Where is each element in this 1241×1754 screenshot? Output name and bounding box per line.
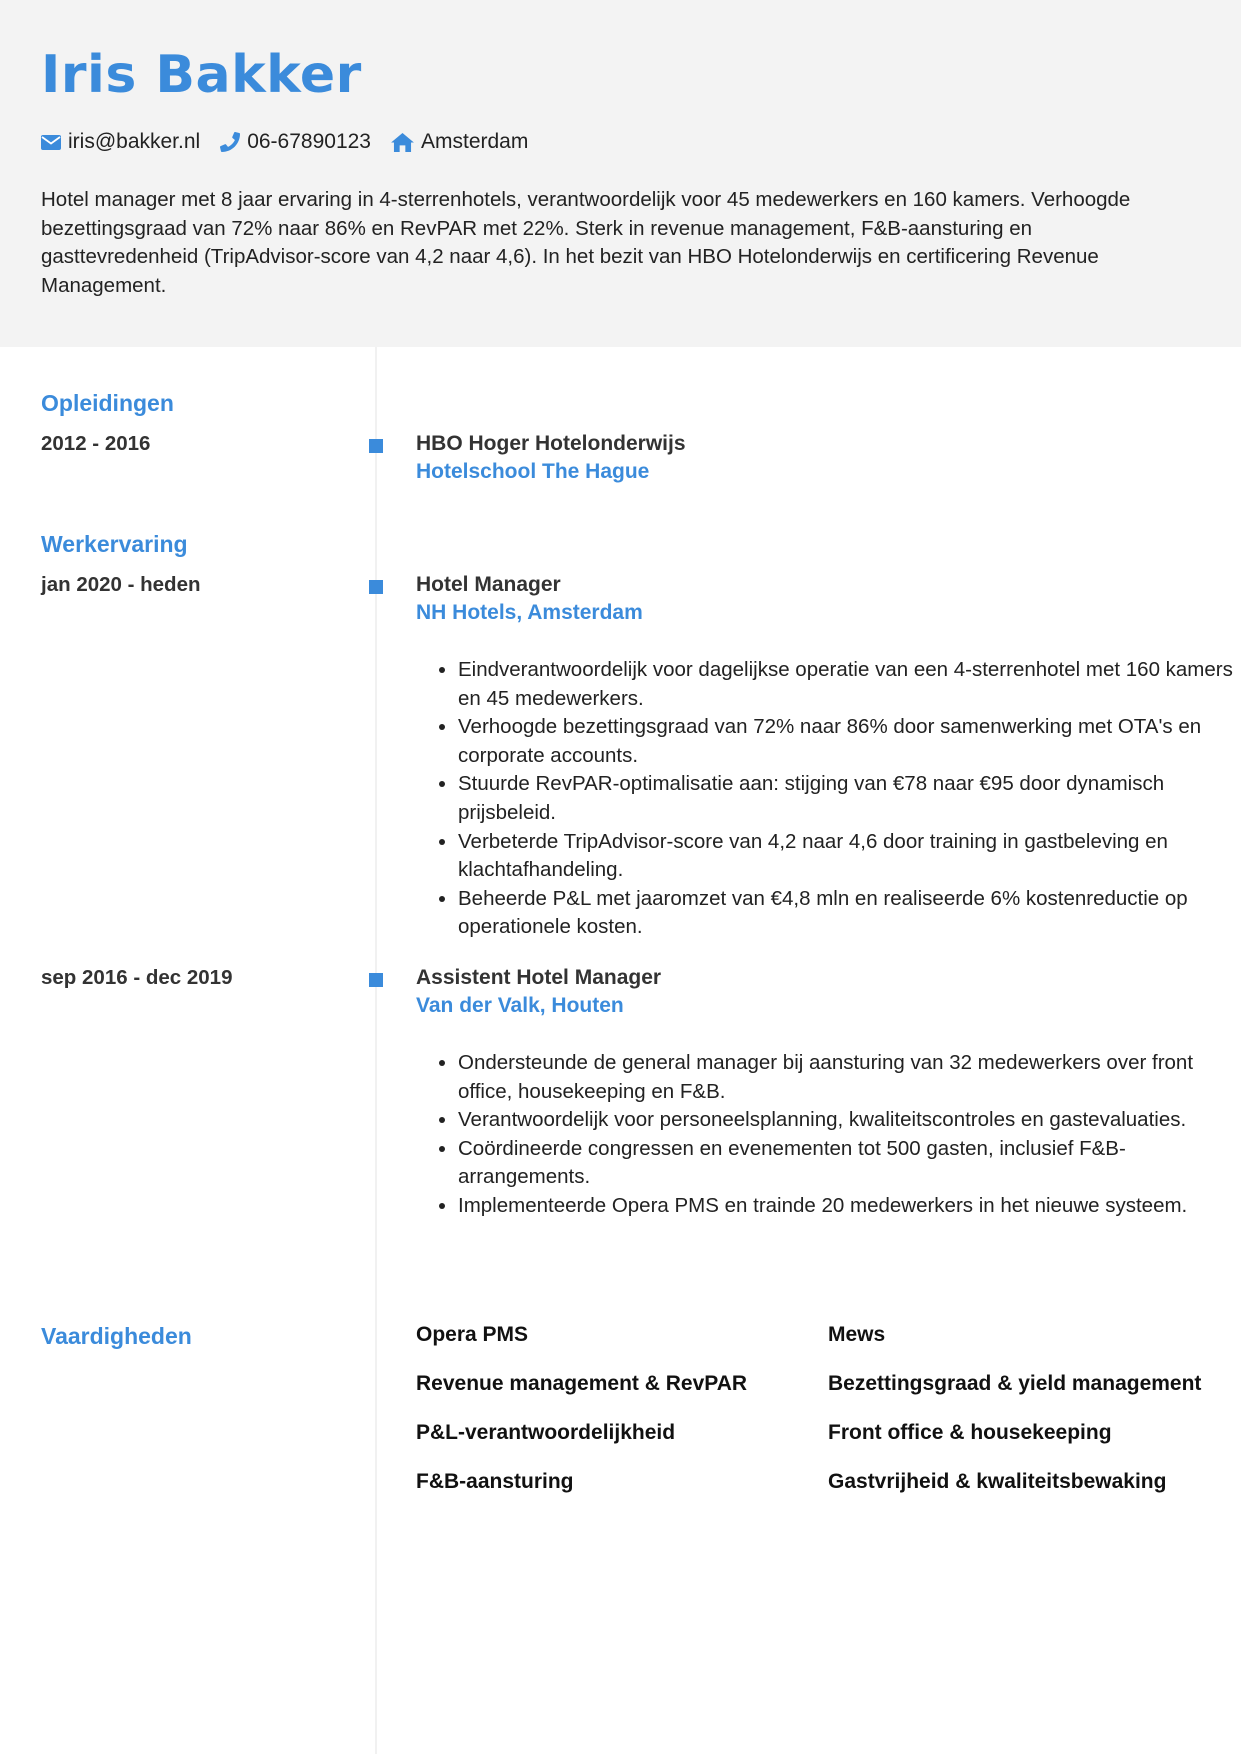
candidate-name: Iris Bakker xyxy=(41,45,362,105)
skills-right-column xyxy=(828,1321,1208,1517)
contact-phone xyxy=(220,130,371,154)
bullet-item: • Verbeterde TripAdvisor-score van 4,2 naar 4,6 door training in gastbeleving en klachtafhandeling. xyxy=(458,828,1238,885)
experience-bullets xyxy=(416,1049,1238,1221)
timeline-marker xyxy=(369,973,383,987)
education-school: Hotelschool The Hague xyxy=(416,460,650,483)
bullet-item: • Coördineerde congressen en evenementen tot 500 gasten, inclusief F&B-arrangements. xyxy=(458,1135,1238,1192)
education-degree: HBO Hoger Hotelonderwijs xyxy=(416,432,686,455)
bullet-item: • Beheerde P&L met jaaromzet van €4,8 mln en realiseerde 6% kostenreductie op operationele kosten. xyxy=(458,885,1238,942)
experience-date: sep 2016 - dec 2019 xyxy=(41,966,233,989)
education-date: 2012 - 2016 xyxy=(41,432,151,455)
contact-row xyxy=(41,128,548,156)
bullet-item: • Ondersteunde de general manager bij aansturing van 32 medewerkers over front office, housekeeping en F&B. xyxy=(458,1049,1238,1106)
timeline-divider xyxy=(375,347,377,1754)
skill-item: F&B-aansturing xyxy=(416,1470,574,1493)
envelope-icon xyxy=(41,135,61,150)
experience-company: NH Hotels, Amsterdam xyxy=(416,601,643,624)
skill-item: Revenue management & RevPAR xyxy=(416,1372,748,1395)
email-text: iris@bakker.nl xyxy=(68,130,201,153)
experience-role: Assistent Hotel Manager xyxy=(416,966,662,989)
timeline-marker xyxy=(369,580,383,594)
skill-item: Mews xyxy=(828,1323,886,1346)
experience-role: Hotel Manager xyxy=(416,573,561,596)
phone-icon xyxy=(220,132,240,152)
experience-bullets xyxy=(416,656,1238,942)
contact-email xyxy=(41,130,200,154)
bullet-item: • Verhoogde bezettingsgraad van 72% naar 86% door samenwerking met OTA's en corporate accounts. xyxy=(458,713,1238,770)
bullet-item: • Eindverantwoordelijk voor dagelijkse operatie van een 4-sterrenhotel met 160 kamers en 45 medewerkers. xyxy=(458,656,1238,713)
phone-text: 06-67890123 xyxy=(247,130,371,153)
skill-item: Front office & housekeeping xyxy=(828,1421,1112,1444)
section-title-experience: Werkervaring xyxy=(41,531,188,557)
profile-summary: Hotel manager met 8 jaar ervaring in 4-sterrenhotels, verantwoordelijk voor 45 medewerkers en 160 kamers. Verhoogde bezettingsgraad van 72% naar 86% en RevPAR met 22%. Sterk in revenue management, F&B-aansturing en gasttevredenheid (TripAdvisor-score van 4,2 naar 4,6). In het bezit van HBO Hotelonderwijs en certificering Revenue Management. xyxy=(41,188,1131,297)
bullet-item: • Stuurde RevPAR-optimalisatie aan: stijging van €78 naar €95 door dynamisch prijsbeleid. xyxy=(458,770,1238,827)
experience-date: jan 2020 - heden xyxy=(41,573,201,596)
experience-company: Van der Valk, Houten xyxy=(416,994,624,1017)
bullet-item: • Verantwoordelijk voor personeelsplanning, kwaliteitscontroles en gastevaluaties. xyxy=(458,1106,1238,1135)
skill-item: Opera PMS xyxy=(416,1323,529,1346)
skill-item: P&L-verantwoordelijkheid xyxy=(416,1421,676,1444)
skill-item: Bezettingsgraad & yield management xyxy=(828,1372,1202,1395)
contact-location xyxy=(391,130,528,154)
section-title-education: Opleidingen xyxy=(41,390,174,416)
skill-item: Gastvrijheid & kwaliteitsbewaking xyxy=(828,1470,1167,1493)
home-icon xyxy=(391,133,414,152)
bullet-item: • Implementeerde Opera PMS en trainde 20 medewerkers in het nieuwe systeem. xyxy=(458,1192,1238,1221)
timeline-marker xyxy=(369,439,383,453)
header xyxy=(0,0,1241,347)
section-title-skills: Vaardigheden xyxy=(41,1323,192,1349)
skills-left-column xyxy=(416,1321,796,1517)
location-text: Amsterdam xyxy=(421,130,529,153)
